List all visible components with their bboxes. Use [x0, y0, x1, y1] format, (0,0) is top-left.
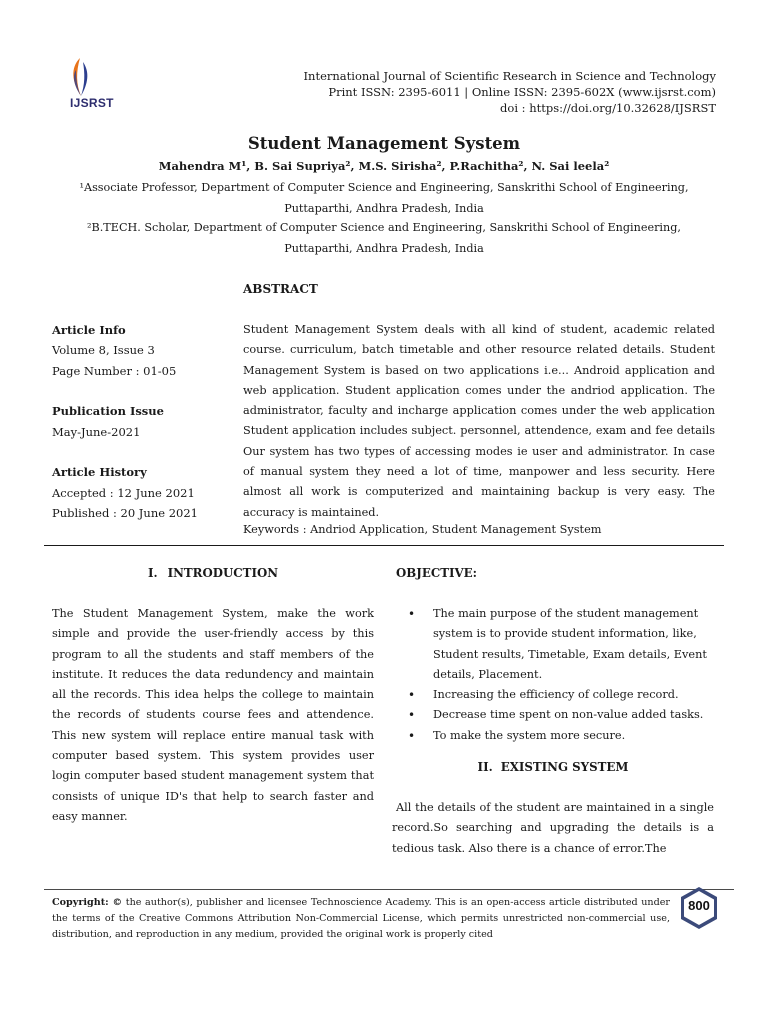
objective-list [406, 604, 714, 746]
published-date: Published : 20 June 2021 [52, 506, 198, 521]
journal-issn: Print ISSN: 2395-6011 | Online ISSN: 2395-602X (www.ijsrst.com) [328, 85, 716, 99]
logo-text: IJSRST [70, 96, 114, 110]
section-divider [44, 545, 724, 546]
existing-system-title: EXISTING SYSTEM [500, 760, 629, 774]
copyright-label: Copyright: © [52, 897, 123, 908]
abstract-text: Student Management System deals with all kind of student, academic related course. curriculum, batch timetable and other resource related details. Student Management System is based on two applications i.e... Android application and web application. Student application comes under the andriod application. The administrator, faculty and incharge application comes under the web application Student application includes subject. personnel, attendence, exam and fee details Our system has two types of accessing modes ie user and administrator. In case of manual system they need a lot of time, manpower and less security. Here almost all work is computerized and maintaining backup is very easy. The accuracy is maintained. [243, 323, 715, 519]
page-number: 800 [688, 898, 710, 913]
objective-heading: OBJECTIVE: [396, 566, 478, 580]
footer-divider [44, 889, 734, 890]
affiliation-1 [40, 178, 728, 219]
accepted-date: Accepted : 12 June 2021 [52, 485, 195, 500]
copyright-notice [52, 895, 670, 943]
journal-header [256, 68, 716, 116]
affiliation-1-line-1: ¹Associate Professor, Department of Computer Science and Engineering, Sanskrithi School of Engineering, [79, 181, 689, 194]
list-item: • Decrease time spent on non-value added tasks. [406, 705, 714, 725]
article-history-heading: Article History [52, 465, 147, 480]
publication-issue-heading: Publication Issue [52, 404, 164, 419]
copyright-text: the author(s), publisher and licensee Technoscience Academy. This is an open-access article distributed under the terms of the Creative Commons Attribution Non-Commercial License, which permits unrestricted non-commercial use, distribution, and reproduction in any medium, provided the original work is properly cited [52, 897, 670, 940]
journal-doi: doi : https://doi.org/10.32628/IJSRST [500, 101, 716, 115]
publication-issue: May-June-2021 [52, 424, 141, 439]
journal-logo [64, 56, 128, 116]
existing-system-number: II. [477, 760, 493, 774]
existing-system-text: All the details of the student are maintained in a single record.So searching and upgrading the details is a tedious task. Also there is a chance of error.The [392, 801, 714, 855]
affiliation-2-line-1: ²B.TECH. Scholar, Department of Computer Science and Engineering, Sanskrithi School of Engineering, [87, 221, 681, 234]
paper-title: Student Management System [247, 134, 521, 153]
affiliation-2-line-2: Puttaparthi, Andhra Pradesh, India [284, 241, 484, 255]
list-item: • Increasing the efficiency of college record. [406, 685, 714, 705]
introduction-title: INTRODUCTION [167, 566, 279, 580]
existing-system-heading [392, 760, 714, 774]
paper-authors: Mahendra M¹, B. Sai Supriya², M.S. Sirisha², P.Rachitha², N. Sai leela² [158, 159, 610, 173]
article-info-heading: Article Info [52, 323, 126, 337]
introduction-text: The Student Management System, make the work simple and provide the user-friendly access by this program to all the students and staff members of the institute. It reduces the data redundency and maintain all the records. This idea helps the college to maintain the records of students course fees and attendence. This new system will replace entire manual task with computer based system. This system provides user login computer based student management system that consists of unique ID's that help to search faster and easy manner. [52, 607, 374, 823]
abstract-heading: ABSTRACT [243, 282, 318, 296]
list-item: • To make the system more secure. [406, 726, 714, 746]
introduction-heading [52, 566, 374, 580]
affiliation-2 [40, 218, 728, 259]
introduction-number: I. [147, 566, 158, 580]
affiliation-1-line-2: Puttaparthi, Andhra Pradesh, India [284, 201, 484, 215]
article-info [52, 320, 232, 523]
article-pages: Page Number : 01-05 [52, 363, 177, 378]
list-item: • The main purpose of the student management system is to provide student information, like, Student results, Timetable, Exam details, Event details, Placement. [406, 604, 714, 685]
flame-logo-icon [66, 56, 96, 98]
journal-name: International Journal of Scientific Research in Science and Technology [303, 69, 716, 83]
article-volume: Volume 8, Issue 3 [52, 343, 155, 358]
keywords: Keywords : Andriod Application, Student Management System [243, 523, 602, 536]
